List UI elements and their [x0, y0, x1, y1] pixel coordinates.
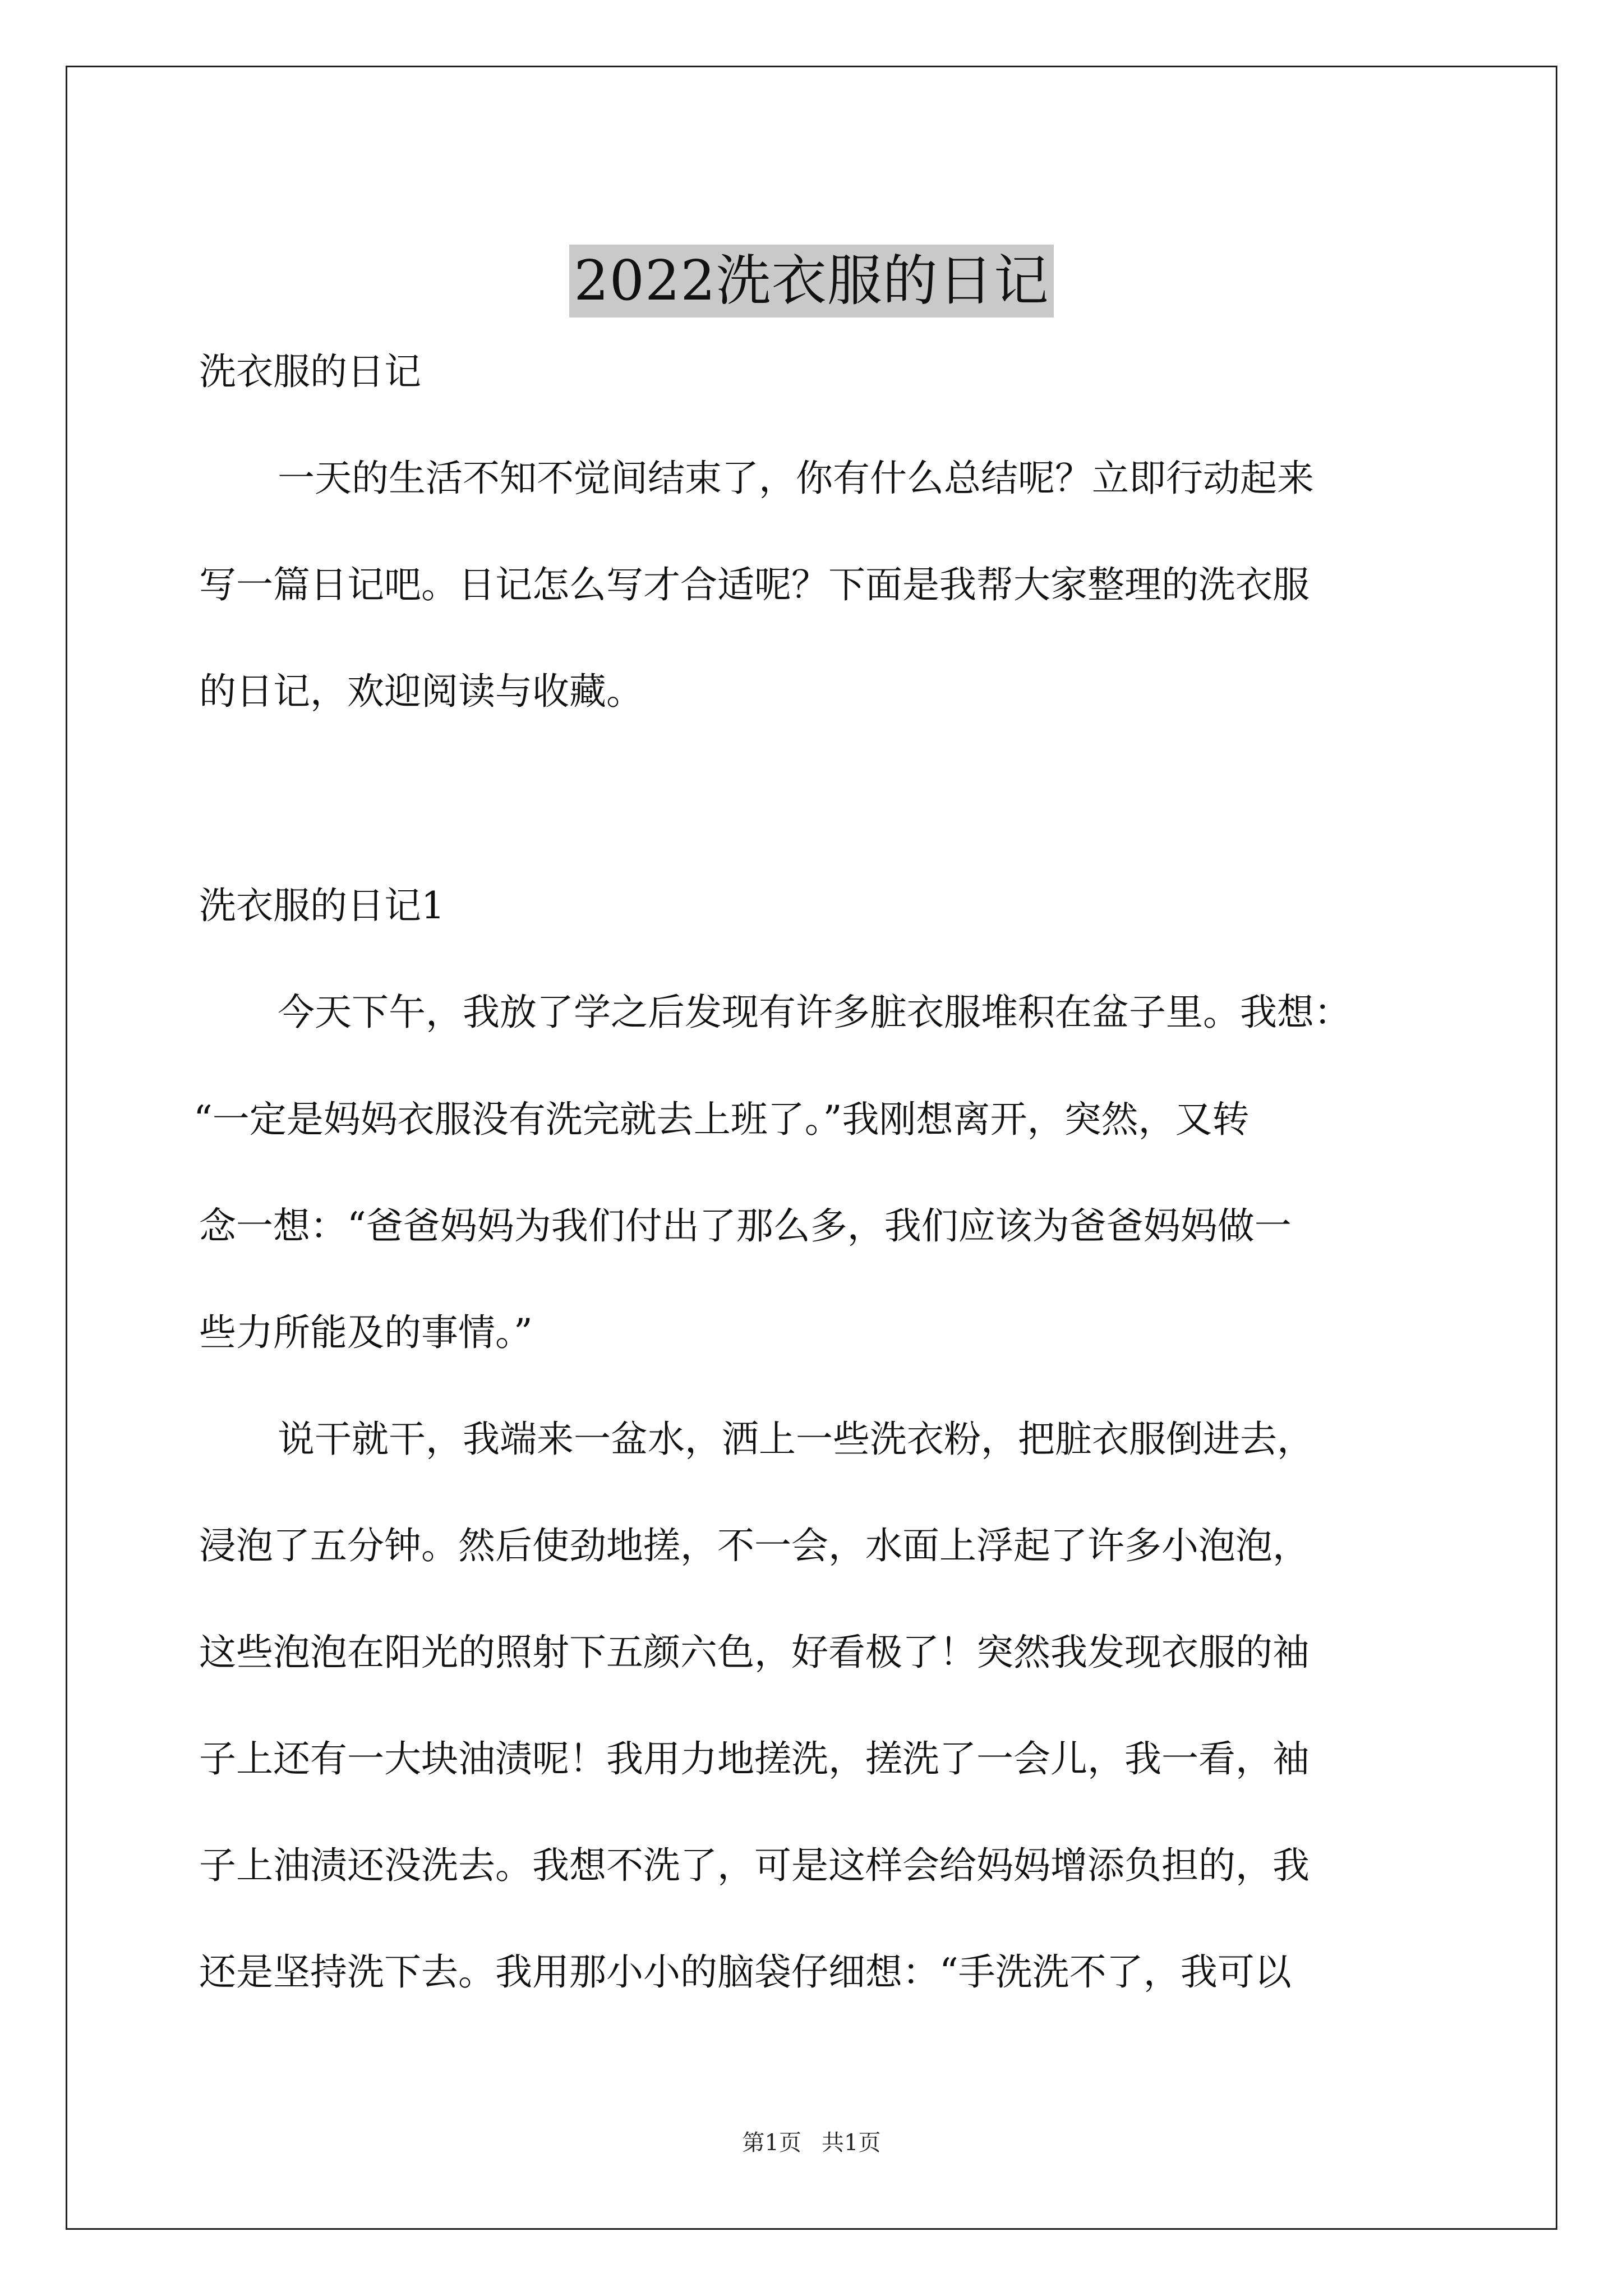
paragraph-line: 些力所能及的事情。” — [199, 1311, 533, 1354]
page-number: 第1页 — [742, 2130, 801, 2156]
section-heading: 洗衣服的日记1 — [199, 884, 445, 927]
paragraph-line: 子上油渍还没洗去。我想不洗了，可是这样会给妈妈增添负担的，我 — [199, 1844, 1310, 1887]
page-total: 共1页 — [822, 2130, 881, 2156]
paragraph-line: 一天的生活不知不觉间结束了，你有什么总结呢？立即行动起来 — [278, 457, 1314, 500]
paragraph-line: 的日记，欢迎阅读与收藏。 — [199, 670, 643, 713]
document-title: 2022洗衣服的日记 — [569, 245, 1053, 318]
paragraph-line: 还是坚持洗下去。我用那小小的脑袋仔细想：“手洗洗不了，我可以 — [199, 1950, 1292, 1994]
section-heading: 洗衣服的日记 — [199, 350, 421, 393]
paragraph-line: 念一想：“爸爸妈妈为我们付出了那么多，我们应该为爸爸妈妈做一 — [199, 1204, 1292, 1248]
paragraph-line: 浸泡了五分钟。然后使劲地搓，不一会，水面上浮起了许多小泡泡， — [199, 1524, 1310, 1567]
paragraph-line: 说干就干，我端来一盆水，洒上一些洗衣粉，把脏衣服倒进去， — [278, 1418, 1314, 1461]
title-container — [0, 208, 1623, 354]
paragraph-line: 写一篇日记吧。日记怎么写才合适呢？下面是我帮大家整理的洗衣服 — [199, 563, 1310, 606]
paragraph-line: 这些泡泡在阳光的照射下五颜六色，好看极了！突然我发现衣服的袖 — [199, 1631, 1310, 1674]
paragraph-line: 子上还有一大块油渍呢！我用力地搓洗，搓洗了一会儿，我一看，袖 — [199, 1737, 1310, 1780]
paragraph-line: “一定是妈妈衣服没有洗完就去上班了。”我刚想离开，突然，又转 — [193, 1098, 1249, 1141]
paragraph-line: 今天下午，我放了学之后发现有许多脏衣服堆积在盆子里。我想： — [278, 991, 1351, 1034]
page-footer — [0, 2129, 1623, 2157]
